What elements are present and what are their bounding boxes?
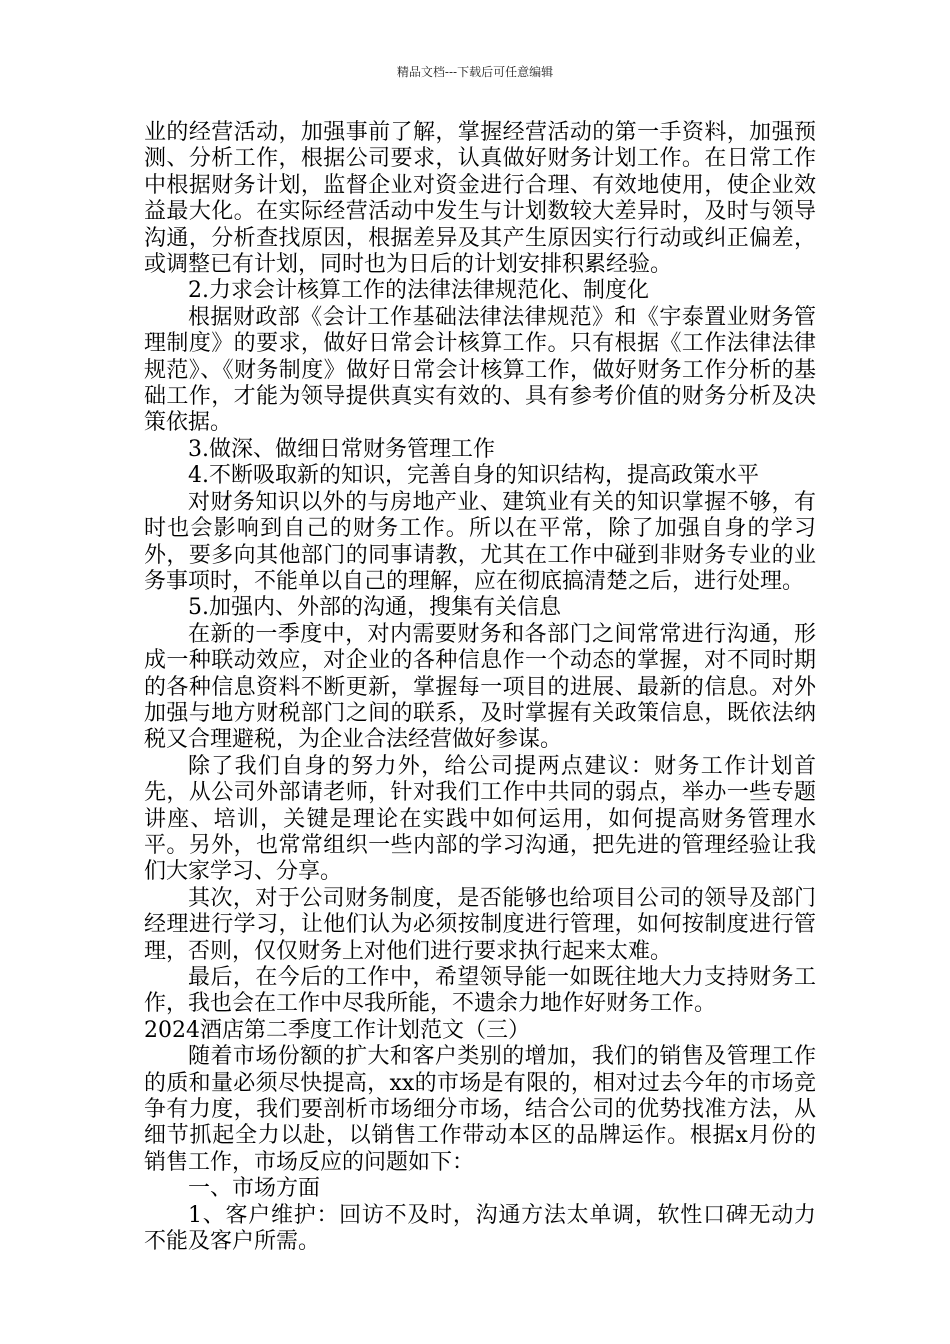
paragraph-9: 除了我们自身的努力外，给公司提两点建议：财务工作计划首先，从公司外部请老师，针对我们工作中共同的弱点，举办一些专题讲座、培训，关键是理论在实践中如何运用，如何提高财务管理水平。另外，也常常组织一些内部的学习沟通，把先进的管理经验让我们大家学习、分享。 (144, 753, 816, 885)
paragraph-6: 对财务知识以外的与房地产业、建筑业有关的知识掌握不够，有时也会影响到自己的财务工作。所以在平常，除了加强自身的学习外，要多向其他部门的同事请教，尤其在工作中碰到非财务专业的业务事项时，不能单以自己的理解，应在彻底搞清楚之后，进行处理。 (144, 489, 816, 594)
section-title: 2024酒店第二季度工作计划范文（三） (144, 1017, 530, 1043)
paragraph-15: 1、客户维护：回访不及时，沟通方法太单调，软性口碑无动力不能及客户所需。 (144, 1202, 816, 1255)
paragraph-14: 一、市场方面 (188, 1176, 321, 1202)
paragraph-8: 在新的一季度中，对内需要财务和各部门之间常常进行沟通，形成一种联动效应，对企业的各种信息作一个动态的掌握，对不同时期的各种信息资料不断更新，掌握每一项目的进展、最新的信息。对外加强与地方财税部门之间的联系，及时掌握有关政策信息，既依法纳税又合理避税，为企业合法经营做好参谋。 (144, 621, 816, 753)
paragraph-11: 最后，在今后的工作中，希望领导能一如既往地大力支持财务工作，我也会在工作中尽我所能，不遗余力地作好财务工作。 (144, 965, 816, 1017)
paragraph-13: 随着市场份额的扩大和客户类别的增加，我们的销售及管理工作的质和量必须尽快提高，xx的市场是有限的，相对过去今年的市场竞争有力度，我们要剖析市场细分市场，结合公司的优势找准方法，从细节抓起全力以赴，以销售工作带动本区的品牌运作。根据x月份的销售工作，市场反应的问题如下： (144, 1044, 816, 1175)
paragraph-3: 根据财政部《会计工作基础法律法律规范》和《宇泰置业财务管理制度》的要求，做好日常会计核算工作。只有根据《工作法律法律规范》、《财务制度》做好日常会计核算工作，做好财务工作分析的基础工作，才能为领导提供真实有效的、具有参考价值的财务分析及决策依据。 (144, 304, 816, 436)
paragraph-5: 4.不断吸取新的知识，完善自身的知识结构，提高政策水平 (188, 463, 759, 489)
paragraph-4: 3.做深、做细日常财务管理工作 (188, 436, 495, 462)
paragraph-2: 2.力求会计核算工作的法律法律规范化、制度化 (188, 278, 649, 304)
paragraph-10: 其次，对于公司财务制度，是否能够也给项目公司的领导及部门经理进行学习，让他们认为必须按制度进行管理，如何按制度进行管理，否则，仅仅财务上对他们进行要求执行起来太难。 (144, 885, 816, 964)
page-header: 精品文档---下载后可任意编辑 (396, 65, 554, 79)
document-body (144, 120, 816, 1255)
paragraph-1: 业的经营活动，加强事前了解，掌握经营活动的第一手资料，加强预测、分析工作，根据公司要求，认真做好财务计划工作。在日常工作中根据财务计划，监督企业对资金进行合理、有效地使用，使企业效益最大化。在实际经营活动中发生与计划数较大差异时，及时与领导沟通，分析查找原因，根据差异及其产生原因实行行动或纠正偏差，或调整已有计划，同时也为日后的计划安排积累经验。 (144, 120, 816, 278)
paragraph-7: 5.加强内、外部的沟通，搜集有关信息 (188, 595, 561, 621)
